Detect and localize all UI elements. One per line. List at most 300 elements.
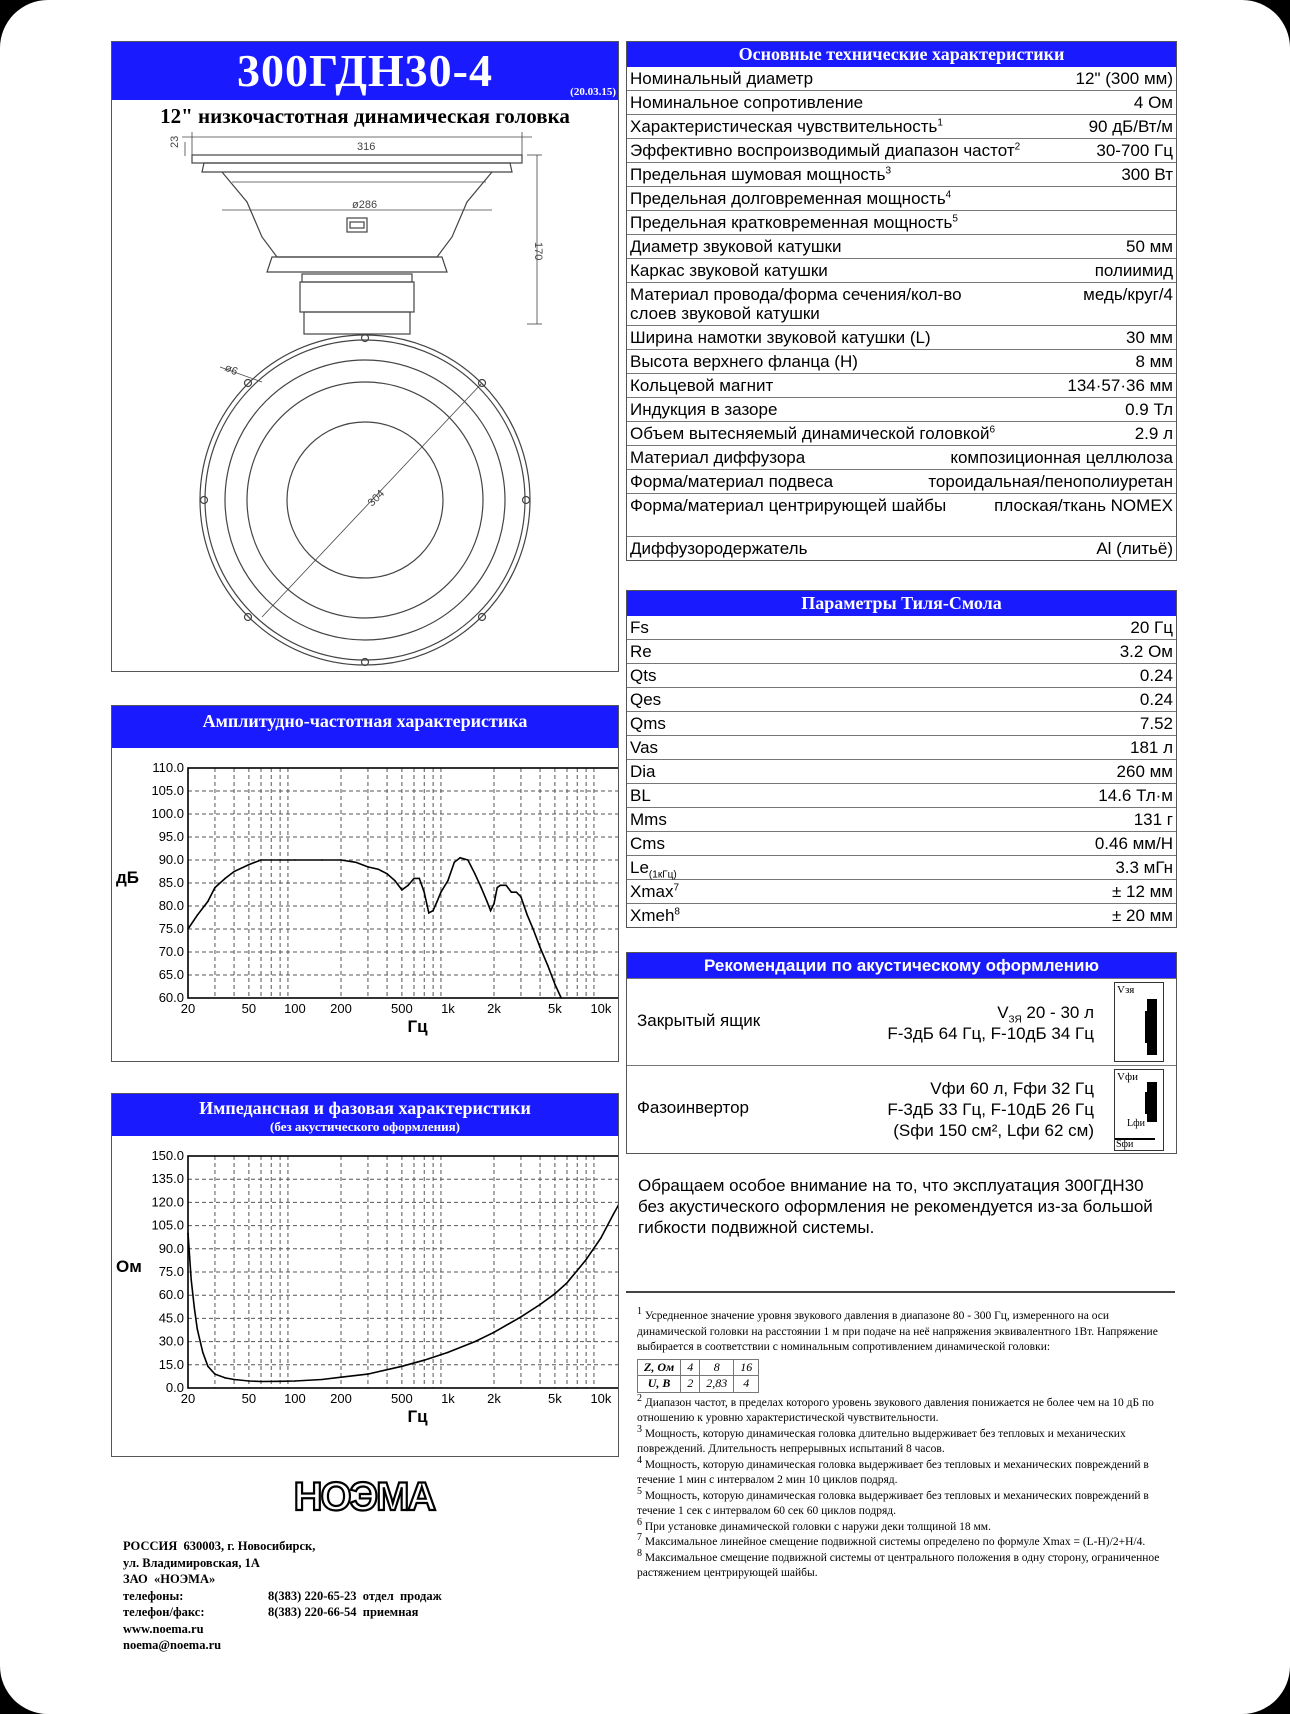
revision-date: (20.03.15) xyxy=(570,86,616,98)
ts-key-text: Qts xyxy=(630,666,657,685)
ts-value: 131 г xyxy=(1133,810,1173,829)
phones-row xyxy=(123,1588,442,1605)
ts-key-sub: (1кГц) xyxy=(648,869,677,881)
ts-key-text: Vas xyxy=(630,738,659,757)
uz-u-cell: 2,83 xyxy=(700,1376,734,1393)
ts-row xyxy=(627,688,1176,712)
specs-key xyxy=(630,374,773,397)
y-tick-label: 45.0 xyxy=(158,1310,184,1326)
data-point xyxy=(432,910,434,912)
rec-closed-box xyxy=(627,978,1176,1066)
dim-hole: ø6 xyxy=(222,361,240,379)
footnote-7-text: Максимальное линейное смещение подвижной системы определено по формуле Xmax = (L-H)/2+H/4. xyxy=(644,1536,1146,1548)
ts-value: 260 мм xyxy=(1116,762,1173,781)
data-point xyxy=(566,1282,568,1284)
specs-key xyxy=(630,235,842,258)
specs-key-text: Предельная шумовая мощность xyxy=(630,165,886,184)
data-point xyxy=(600,1237,602,1239)
y-tick-label: 90.0 xyxy=(158,852,184,867)
ts-row xyxy=(627,760,1176,784)
specs-key xyxy=(630,398,777,421)
bass-reflex-line1: Vфи 60 л, Fфи 32 Гц xyxy=(930,1079,1094,1098)
specs-value: тороидальная/пенополиуретан xyxy=(928,472,1173,491)
specs-body xyxy=(627,67,1176,560)
rec-title: Рекомендации по акустическому оформлению xyxy=(627,953,1176,978)
ts-value: 0.46 мм/Н xyxy=(1094,834,1173,853)
specs-key-text: Высота верхнего фланца (H) xyxy=(630,352,858,371)
specs-key xyxy=(630,446,805,469)
y-tick-label: 15.0 xyxy=(158,1356,184,1372)
ts-key xyxy=(630,736,658,759)
ts-key xyxy=(630,856,677,879)
x-axis-label: Гц xyxy=(407,1407,428,1426)
ts-key xyxy=(630,880,679,903)
ts-key xyxy=(630,664,656,687)
data-point xyxy=(539,947,541,949)
data-point xyxy=(532,928,534,930)
ts-row xyxy=(627,736,1176,760)
y-tick-label: 100.0 xyxy=(151,806,184,821)
data-point xyxy=(554,983,556,985)
dim-inner-diameter: ø286 xyxy=(352,199,378,211)
specs-key xyxy=(630,115,943,138)
specs-key-text: Объем вытесняемый динамической головкой xyxy=(630,424,990,443)
ts-key xyxy=(630,832,665,855)
data-point xyxy=(526,914,528,916)
specs-key-text: Каркас звуковой катушки xyxy=(630,261,828,280)
uz-z-cell: 4 xyxy=(681,1359,700,1376)
x-tick-label: 100 xyxy=(284,1391,306,1406)
specs-key xyxy=(630,326,931,349)
specs-key-text: Предельная долговременная мощность xyxy=(630,189,946,208)
specs-row xyxy=(627,163,1176,187)
specs-key xyxy=(630,422,995,445)
ts-value: 0.24 xyxy=(1139,690,1173,709)
y-tick-label: 75.0 xyxy=(158,921,184,936)
footnote-1: $^1$ Усредненное значение уровня звукового давления в диапазоне 80 - 300 Гц, измеренного на оси динамической головки на расстоянии 1 м при подаче на неё напряжения эквивалентного 1Вт. Напряжение выбирается в соответствии с номинальным сопротивлением динамической головки: xyxy=(637,1306,1158,1353)
ts-row xyxy=(627,904,1176,927)
bass-reflex-line2: F-3дБ 33 Гц, F-10дБ 26 Гц xyxy=(887,1100,1094,1119)
data-point xyxy=(224,1377,226,1379)
x-axis-label: Гц xyxy=(407,1017,428,1036)
ts-value: 181 л xyxy=(1129,738,1173,757)
data-point xyxy=(279,859,281,861)
x-tick-label: 1k xyxy=(441,1391,455,1406)
specs-key-text: Предельная кратковременная мощность xyxy=(630,213,953,232)
specs-value: 2.9 л xyxy=(1134,424,1173,443)
data-point xyxy=(560,997,562,999)
specs-key-text: Диаметр звуковой катушки xyxy=(630,237,842,256)
data-point xyxy=(511,891,513,893)
email-link[interactable]: noema@noema.ru xyxy=(123,1638,222,1652)
footnote-6: $^6$ При установке динамической головки с наружи деки толщиной 18 мм. xyxy=(637,1516,991,1533)
data-point xyxy=(367,866,369,868)
data-point xyxy=(486,901,488,903)
data-point xyxy=(202,1352,204,1354)
specs-key xyxy=(630,67,813,90)
specs-key-sup: 3 xyxy=(885,165,892,177)
ts-key-text: Mms xyxy=(630,810,667,829)
ts-row xyxy=(627,640,1176,664)
specs-key xyxy=(630,139,1020,162)
data-point xyxy=(279,1381,281,1383)
y-tick-label: 120.0 xyxy=(151,1194,184,1210)
specs-value: 50 мм xyxy=(1125,237,1173,256)
y-tick-label: 70.0 xyxy=(158,944,184,959)
data-point xyxy=(214,1373,216,1375)
ts-key xyxy=(630,688,661,711)
x-tick-label: 100 xyxy=(284,1001,306,1016)
closed-box-icon xyxy=(1114,982,1164,1062)
ts-key-text: Dia xyxy=(630,762,656,781)
specs-key-sup: 2 xyxy=(1014,141,1021,153)
specs-value: 134·57·36 мм xyxy=(1067,376,1173,395)
data-point xyxy=(453,862,455,864)
bass-reflex-line3: (Sфи 150 см², Lфи 62 см) xyxy=(893,1121,1094,1140)
specs-key-text: Форма/материал подвеса xyxy=(630,472,834,491)
ts-row xyxy=(627,664,1176,688)
specs-value: медь/круг/4 xyxy=(1083,285,1173,304)
specs-key xyxy=(630,187,951,210)
series-line xyxy=(188,1156,618,1382)
specs-value: 90 дБ/Вт/м xyxy=(1088,117,1173,136)
data-point xyxy=(401,1366,403,1368)
ts-value: 20 Гц xyxy=(1130,618,1173,637)
company-logo xyxy=(276,1474,452,1518)
data-point xyxy=(554,1293,556,1295)
specs-row xyxy=(627,211,1176,235)
usage-note: Обращаем особое внимание на то, что эксплуатация 300ГДН30 без акустического оформления не рекомендуется из-за большой гибкости подвижной системы. xyxy=(638,1176,1153,1237)
data-point xyxy=(260,1381,262,1383)
y-tick-label: 105.0 xyxy=(151,1217,184,1233)
data-point xyxy=(516,891,518,893)
specs-value: плоская/ткань NOMEX xyxy=(994,496,1173,515)
bass-reflex-name: Фазоинвертор xyxy=(637,1098,750,1117)
imp-chart-header xyxy=(112,1094,618,1136)
rec-bass-reflex xyxy=(627,1065,1176,1153)
ts-key-text: Qes xyxy=(630,690,662,709)
data-point xyxy=(196,1328,198,1330)
data-point xyxy=(459,857,461,859)
y-tick-label: 110.0 xyxy=(152,760,184,775)
chart-grid xyxy=(188,768,618,998)
data-point xyxy=(214,887,216,889)
y-tick-label: 135.0 xyxy=(151,1171,184,1187)
dim-height: 170 xyxy=(532,242,544,261)
bass-reflex-icon xyxy=(1114,1069,1164,1151)
closed-v-value: 20 - 30 л xyxy=(1021,1003,1094,1022)
ts-row xyxy=(627,784,1176,808)
frequency-response-panel xyxy=(111,705,619,1062)
ts-value: 0.24 xyxy=(1139,666,1173,685)
uz-z-cell: 16 xyxy=(734,1359,759,1376)
specs-row xyxy=(627,398,1176,422)
ts-value: ± 20 мм xyxy=(1111,906,1173,925)
specs-key-text: Ширина намотки звуковой катушки (L) xyxy=(630,328,931,347)
y-tick-label: 0.0 xyxy=(165,1380,184,1395)
specs-value: полиимид xyxy=(1094,261,1173,280)
x-tick-label: 5k xyxy=(548,1001,562,1016)
uz-z-cell: 8 xyxy=(700,1359,734,1376)
x-tick-label: 10k xyxy=(590,1001,612,1016)
ts-key-text: BL xyxy=(630,786,651,805)
title-drawing-panel xyxy=(111,41,619,672)
chart-grid xyxy=(188,1156,618,1388)
dim-bolt-circle: 304 xyxy=(365,487,388,510)
x-tick-label: 2k xyxy=(487,1391,501,1406)
bass-reflex-values xyxy=(887,1078,1094,1141)
footnote-8-text: Максимальное смещение подвижной системы от центрального положения в одну сторону, ограниченное растяжением центрирующей шайбы. xyxy=(637,1551,1160,1579)
data-point xyxy=(490,910,492,912)
data-point xyxy=(612,1214,614,1216)
data-point xyxy=(493,903,495,905)
data-point xyxy=(321,859,323,861)
x-tick-label: 200 xyxy=(330,1391,352,1406)
x-tick-label: 2k xyxy=(487,1001,501,1016)
ts-row xyxy=(627,832,1176,856)
data-point xyxy=(233,871,235,873)
data-point xyxy=(207,901,209,903)
ts-value: 7.52 xyxy=(1139,714,1173,733)
closed-f-values: F-3дБ 64 Гц, F-10дБ 34 Гц xyxy=(887,1024,1094,1043)
y-tick-label: 90.0 xyxy=(158,1240,184,1256)
ts-value: ± 12 мм xyxy=(1111,882,1173,901)
specs-key-sup: 4 xyxy=(945,189,952,201)
specs-row xyxy=(627,91,1176,115)
closed-v-label: V xyxy=(997,1003,1009,1022)
frequency-response-chart xyxy=(112,748,618,1061)
y-axis-label: дБ xyxy=(116,868,140,887)
data-point xyxy=(196,914,198,916)
closed-box-name: Закрытый ящик xyxy=(637,1011,761,1030)
data-point xyxy=(496,887,498,889)
uz-u-label: U, В xyxy=(638,1376,681,1393)
data-point xyxy=(447,1352,449,1354)
specs-value: 300 Вт xyxy=(1121,165,1173,184)
specs-row xyxy=(627,422,1176,446)
specs-row xyxy=(627,259,1176,283)
ts-key xyxy=(630,616,649,639)
series-line xyxy=(188,858,561,998)
specs-value: 4 Ом xyxy=(1133,93,1173,112)
data-point xyxy=(294,859,296,861)
specs-key xyxy=(630,285,990,323)
specs-row xyxy=(627,187,1176,211)
specs-key xyxy=(630,350,858,373)
footnote-4-text: Мощность, которую динамическая головка выдерживает без тепловых и механических повреждений в течение 1 мин с интервалом 2 мин 10 циклов подряд. xyxy=(637,1458,1149,1486)
ts-value: 14.6 Тл·м xyxy=(1098,786,1173,805)
specs-row xyxy=(627,326,1176,350)
specs-key-text: Форма/материал центрирующей шайбы xyxy=(630,496,947,515)
ts-key-text: Re xyxy=(630,642,652,661)
data-point xyxy=(500,885,502,887)
ts-key-text: Qms xyxy=(630,714,666,733)
contacts-block xyxy=(123,1538,442,1654)
data-point xyxy=(413,878,415,880)
specs-value: 12" (300 мм) xyxy=(1075,69,1173,88)
specs-value: 30 мм xyxy=(1125,328,1173,347)
x-tick-label: 20 xyxy=(180,1391,196,1406)
footnote-1-text: Усредненное значение уровня звукового давления в диапазоне 80 - 300 Гц, измеренного на оси динамической головки на расстоянии 1 м при подаче на неё напряжения эквивалентного 1Вт. Напряжение выбирается в соответствии с номинальным сопротивлением динамической головки: xyxy=(637,1310,1158,1353)
footnote-6-text: При установке динамической головки с наружи деки толщиной 18 мм. xyxy=(644,1520,991,1533)
data-point xyxy=(248,864,250,866)
specs-value: 0.9 Тл xyxy=(1125,400,1173,419)
specs-row xyxy=(627,139,1176,163)
specs-value: 30-700 Гц xyxy=(1096,141,1173,160)
fax-row xyxy=(123,1604,419,1621)
data-point xyxy=(419,878,421,880)
y-tick-label: 105.0 xyxy=(151,783,184,798)
ts-key xyxy=(630,640,652,663)
data-point xyxy=(367,1373,369,1375)
speaker-drawing xyxy=(112,42,618,671)
specs-value: Al (литьё) xyxy=(1096,539,1173,558)
ts-key xyxy=(630,712,666,735)
data-point xyxy=(547,965,549,967)
imp-chart-title: Импедансная и фазовая характеристики xyxy=(199,1098,531,1118)
y-axis-label: Ом xyxy=(116,1257,142,1276)
data-point xyxy=(355,862,357,864)
specs-value: 8 мм xyxy=(1135,352,1173,371)
uz-u-cell: 4 xyxy=(734,1376,759,1393)
dim-outer-width: 316 xyxy=(357,141,376,153)
ts-key-text: Xmax xyxy=(630,882,674,901)
impedance-chart xyxy=(112,1136,618,1456)
x-tick-label: 50 xyxy=(241,1001,257,1016)
ts-key xyxy=(630,760,656,783)
data-point xyxy=(401,889,403,891)
ts-key-sup: 8 xyxy=(674,906,680,918)
data-point xyxy=(233,1379,235,1381)
specs-key xyxy=(630,537,807,560)
data-point xyxy=(386,873,388,875)
closed-box-values xyxy=(887,1002,1094,1044)
data-point xyxy=(187,1233,189,1235)
ts-value: 3.3 мГн xyxy=(1115,858,1173,877)
data-point xyxy=(474,1341,476,1343)
specs-row xyxy=(627,446,1176,470)
y-tick-label: 30.0 xyxy=(158,1333,184,1349)
footnote-3-text: Мощность, которую динамическая головка длительно выдерживает без тепловых и механических повреждений. Длительность непрерывных испытаний 8 часов. xyxy=(637,1427,1126,1455)
specs-key-text: Номинальное сопротивление xyxy=(630,93,864,112)
bass-reflex-icon-l: Lфи xyxy=(1127,1118,1145,1129)
website-link[interactable]: www.noema.ru xyxy=(123,1621,204,1636)
data-point xyxy=(423,891,425,893)
data-point xyxy=(480,887,482,889)
ts-key-text: Fs xyxy=(630,618,649,637)
specs-key xyxy=(630,259,828,282)
data-point xyxy=(340,1376,342,1378)
x-tick-label: 200 xyxy=(330,1001,352,1016)
y-tick-label: 60.0 xyxy=(158,1287,184,1303)
data-point xyxy=(190,1279,192,1281)
data-point xyxy=(423,1359,425,1361)
address-line-1: РОССИЯ 630003, г. Новосибирск, xyxy=(123,1539,316,1553)
footnote-8: $^8$ Максимальное смещение подвижной системы от центрального положения в одну сторону, ограниченное растяжением центрирующей шайбы. xyxy=(637,1547,1160,1579)
footnote-4: $^4$ Мощность, которую динамическая головка выдерживает без тепловых и механических повреждений в течение 1 мин с интервалом 2 мин 10 циклов подряд. xyxy=(637,1454,1149,1486)
data-point xyxy=(321,1379,323,1381)
data-point xyxy=(428,912,430,914)
data-point xyxy=(224,878,226,880)
ts-body xyxy=(627,616,1176,927)
y-tick-label: 150.0 xyxy=(151,1148,184,1163)
footnotes xyxy=(637,1306,1177,1582)
phones-label: телефоны: xyxy=(123,1588,184,1603)
footnote-3: $^3$ Мощность, которую динамическая головка длительно выдерживает без тепловых и механических повреждений. Длительность непрерывных испытаний 8 часов. xyxy=(637,1423,1126,1455)
ts-key-text: Cms xyxy=(630,834,665,853)
data-point xyxy=(576,1270,578,1272)
data-point xyxy=(294,1380,296,1382)
product-subtitle: 12" низкочастотная динамическая головка xyxy=(160,104,570,128)
dim-flange: 23 xyxy=(169,135,181,148)
specs-key xyxy=(630,470,833,493)
x-tick-label: 1k xyxy=(441,1001,455,1016)
specs-row xyxy=(627,67,1176,91)
fax-label: телефон/факс: xyxy=(123,1605,205,1619)
ts-key xyxy=(630,784,651,807)
footnote-2: $^2$ Диапазон частот, в пределах которого уровень звукового давления понижается не более чем на 10 дБ по отношению к уровню характеристической чувствительности. xyxy=(637,1392,1154,1424)
specs-key-text: Индукция в зазоре xyxy=(630,400,778,419)
ts-row xyxy=(627,712,1176,736)
ts-key-text: Le xyxy=(630,858,649,877)
specs-key xyxy=(630,496,990,515)
fax-value: 8(383) 220-66-54 приемная xyxy=(268,1605,419,1619)
x-tick-label: 20 xyxy=(180,1001,196,1016)
footnote-5-text: Мощность, которую динамическая головка выдерживает без тепловых и механических повреждений в течение 1 сек с интервалом 60 сек 60 циклов подряд. xyxy=(637,1489,1149,1517)
data-point xyxy=(539,1304,541,1306)
ts-row xyxy=(627,616,1176,640)
footnote-divider xyxy=(626,1291,1175,1293)
logo-text: НОЭМА xyxy=(293,1475,435,1518)
address-line-2: ул. Владимировская, 1А xyxy=(123,1555,260,1570)
closed-box-icon-label: Vзя xyxy=(1117,984,1135,996)
specs-row xyxy=(627,470,1176,494)
ts-key-sup: 7 xyxy=(673,882,680,894)
data-point xyxy=(474,873,476,875)
bass-reflex-icon-s: Sфи xyxy=(1116,1139,1134,1150)
specs-row xyxy=(627,235,1176,259)
data-point xyxy=(436,901,438,903)
data-point xyxy=(440,891,442,893)
y-tick-label: 65.0 xyxy=(158,967,184,982)
footnote-5: $^5$ Мощность, которую динамическая головка выдерживает без тепловых и механических повреждений в течение 1 сек с интервалом 60 сек 60 циклов подряд. xyxy=(637,1485,1149,1517)
enclosure-recommendations xyxy=(626,952,1177,1154)
company-name: ЗАО «НОЭМА» xyxy=(123,1572,216,1586)
x-tick-label: 50 xyxy=(241,1391,257,1406)
voltage-table xyxy=(637,1359,759,1393)
footnote-7: $^7$ Максимальное линейное смещение подвижной системы определено по формуле Xmax = (L-H)/2+H/4. xyxy=(637,1532,1146,1548)
specs-key xyxy=(630,211,958,234)
impedance-panel xyxy=(111,1093,619,1457)
fr-chart-title: Амплитудно-частотная характеристика xyxy=(112,706,618,748)
y-tick-label: 85.0 xyxy=(158,875,184,890)
footnote-2-text: Диапазон частот, в пределах которого уровень звукового давления понижается не более чем на 10 дБ по отношению к уровню характеристической чувствительности. xyxy=(637,1396,1154,1424)
x-tick-label: 5k xyxy=(548,1391,562,1406)
ts-key-text: Xmeh xyxy=(630,906,675,925)
uz-z-label: Z, Ом xyxy=(638,1359,681,1376)
specs-key-text: Эффективно воспроизводимый диапазон частот xyxy=(630,141,1015,160)
data-point xyxy=(194,1307,196,1309)
x-tick-label: 10k xyxy=(590,1391,612,1406)
data-point xyxy=(340,859,342,861)
data-point xyxy=(447,880,449,882)
data-point xyxy=(493,1332,495,1334)
specs-key-text: Номинальный диаметр xyxy=(630,69,814,88)
data-point xyxy=(585,1259,587,1261)
ts-row xyxy=(627,808,1176,832)
data-point xyxy=(467,859,469,861)
specs-row xyxy=(627,537,1176,560)
